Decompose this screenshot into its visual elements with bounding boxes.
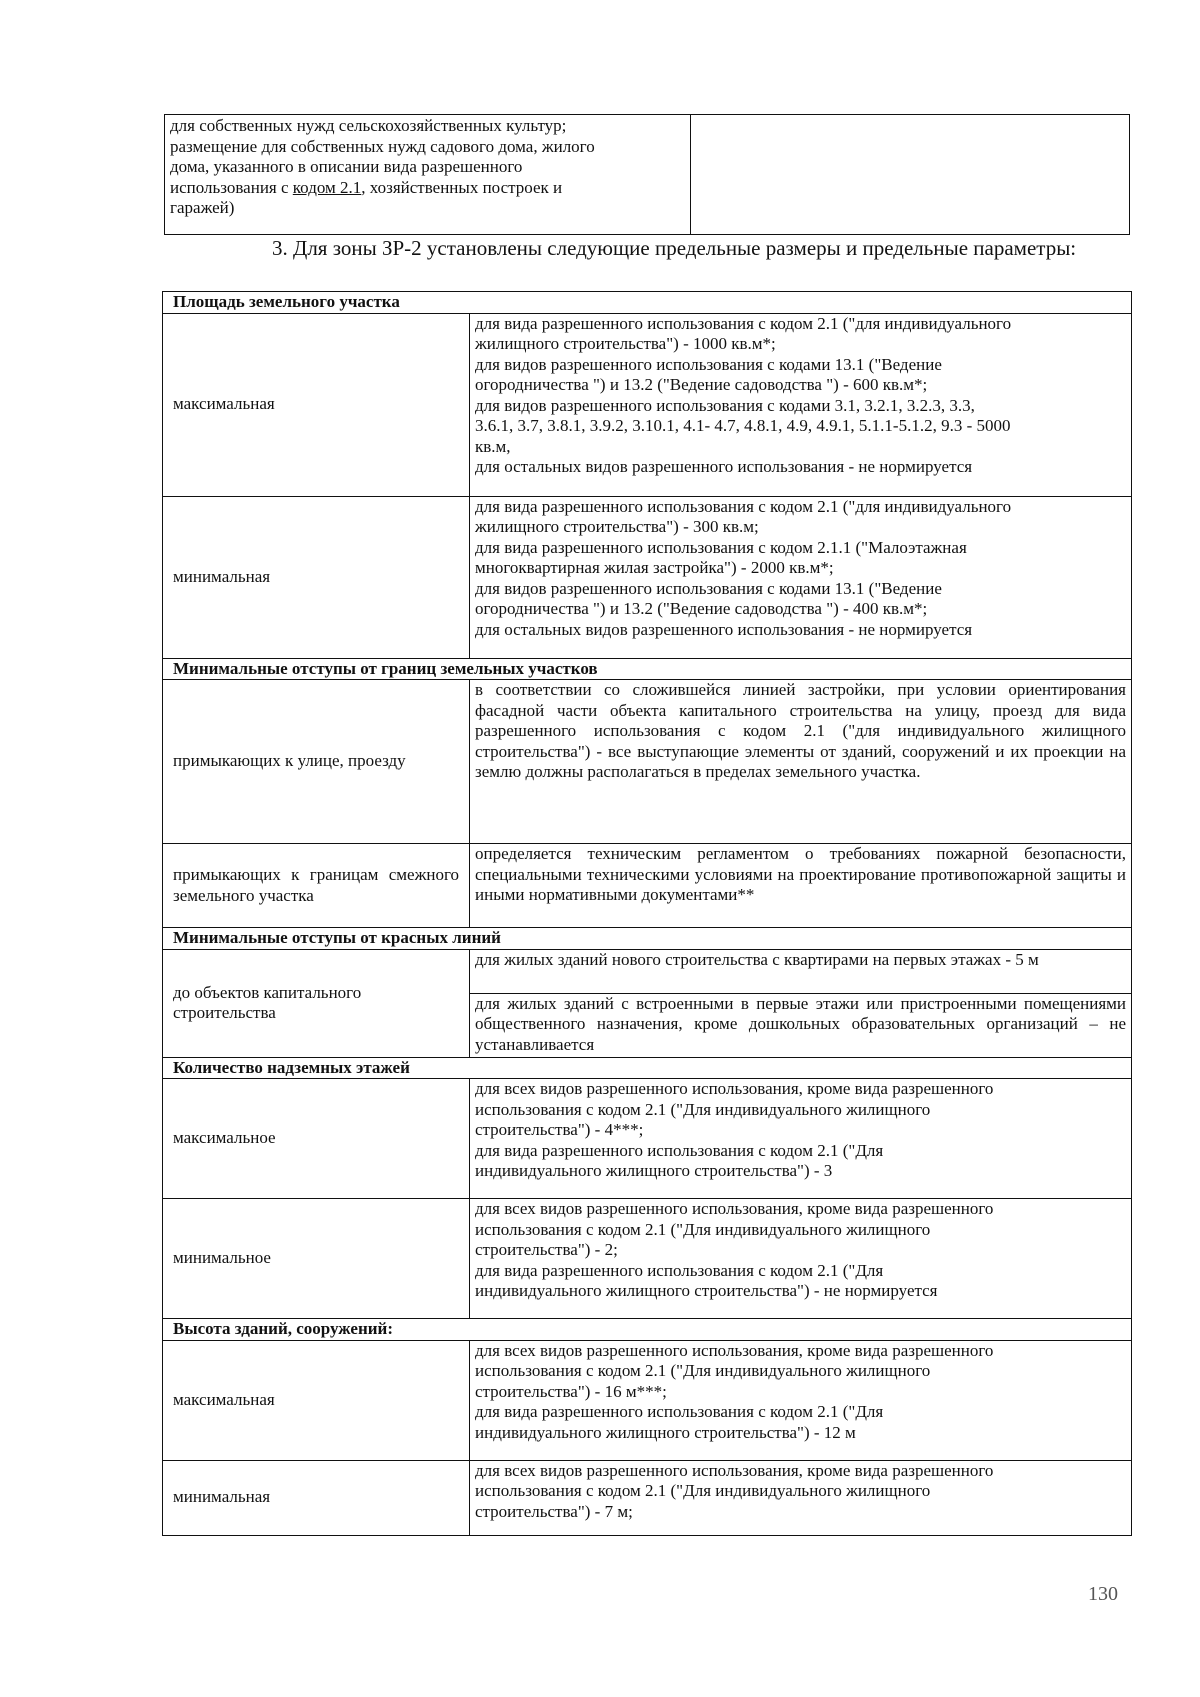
parameter-label: максимальная [163, 1340, 470, 1460]
text-line: для видов разрешенного использования с кодами 3.1, 3.2.1, 3.2.3, 3.3, [475, 395, 975, 415]
section-title: Высота зданий, сооружений: [163, 1319, 1132, 1341]
text-line: индивидуального жилищного строительства") - не нормируется [475, 1281, 938, 1300]
parameter-value: для жилых зданий нового строительства с квартирами на первых этажах - 5 м [470, 949, 1132, 993]
parameter-value: определяется техническим регламентом о требованиях пожарной безопасности, специальными техническими условиями на проектирование противопожарной защиты и иными нормативными документами** [470, 844, 1132, 928]
table-row [163, 496, 1132, 658]
parameters-table [162, 291, 1132, 1536]
text-line: многоквартирная жилая застройка") - 2000 кв.м*; [475, 558, 834, 577]
parameter-value [470, 313, 1132, 496]
section-title: Минимальные отступы от границ земельных участков [163, 658, 1132, 680]
parameter-label: минимальное [163, 1199, 470, 1319]
text-line: жилищного строительства") - 1000 кв.м*; [475, 334, 776, 353]
text-line: для вида разрешенного использования с кодом 2.1.1 ("Малоэтажная [475, 537, 967, 557]
parameter-label: минимальная [163, 1460, 470, 1535]
table-row [163, 1079, 1132, 1199]
section-title: Количество надземных этажей [163, 1057, 1132, 1079]
section-header-row [163, 1057, 1132, 1079]
text-line: использования с кодом 2.1 ("Для индивидуального жилищного [475, 1361, 931, 1380]
text-line: индивидуального жилищного строительства") - 12 м [475, 1422, 856, 1442]
table-row [163, 844, 1132, 928]
parameter-value: в соответствии со сложившейся линией застройки, при условии ориентирования фасадной части объекта капитального строительства на улицу, проезд для вида разрешенного использования с кодом 2.1 ("для индивидуального жилищного строительства") - все выступающие элементы от зданий, сооружений и их проекции на землю должны располагаться в пределах земельного участка. [470, 680, 1132, 844]
section-title: Площадь земельного участка [163, 292, 1132, 314]
table-row [163, 313, 1132, 496]
parameter-value [470, 1460, 1132, 1535]
code-link[interactable]: кодом 2.1 [292, 177, 362, 197]
text-line: использования с кодом 2.1 ("Для индивидуального жилищного [475, 1219, 931, 1239]
parameter-label: примыкающих к границам смежного земельного участка [163, 844, 470, 928]
parameter-value: для жилых зданий с встроенными в первые этажи или пристроенными помещениями общественного назначения, кроме дошкольных образовательных организаций – не устанавливается [470, 993, 1132, 1057]
parameter-value [470, 1340, 1132, 1460]
text-fragment: использования с [170, 177, 293, 197]
text-line: для всех видов разрешенного использования, кроме вида разрешенного [475, 1199, 994, 1218]
table-row [165, 115, 1130, 235]
table-cell-left [165, 115, 691, 235]
parameter-label: примыкающих к улице, проезду [163, 680, 470, 844]
parameter-value [470, 1199, 1132, 1319]
text-line: дома, указанного в описании вида разрешенного [170, 157, 523, 176]
section-title: Минимальные отступы от красных линий [163, 928, 1132, 950]
text-line: строительства") - 2; [475, 1240, 618, 1259]
text-line: для вида разрешенного использования с кодом 2.1 ("Для [475, 1260, 884, 1280]
parameter-label: максимальная [163, 313, 470, 496]
text-line: жилищного строительства") - 300 кв.м; [475, 517, 759, 536]
text-line: 3.6.1, 3.7, 3.8.1, 3.9.2, 3.10.1, 4.1- 4.7, 4.8.1, 4.9, 4.9.1, 5.1.1-5.1.2, 9.3 - 5000 [475, 416, 1011, 435]
table-row [163, 1199, 1132, 1319]
table-row [163, 1460, 1132, 1535]
text-line: индивидуального жилищного строительства") - 3 [475, 1161, 833, 1180]
text-line: для вида разрешенного использования с кодом 2.1 ("Для [475, 1140, 884, 1160]
parameter-label: максимальное [163, 1079, 470, 1199]
parameter-label: минимальная [163, 496, 470, 658]
intro-paragraph: 3. Для зоны ЗР-2 установлены следующие предельные размеры и предельные параметры: [272, 236, 1077, 260]
text-line: для собственных нужд сельскохозяйственных культур; [170, 116, 567, 135]
parameter-label: до объектов капитального строительства [163, 949, 470, 1057]
section-header-row [163, 1319, 1132, 1341]
parameter-value [470, 496, 1132, 658]
section-header-row [163, 292, 1132, 314]
table-row [163, 680, 1132, 844]
table-row [163, 1340, 1132, 1460]
text-line [170, 178, 685, 199]
section-header-row [163, 928, 1132, 950]
continuation-table [164, 114, 1130, 235]
text-line: для остальных видов разрешенного использования - не нормируется [475, 457, 973, 476]
text-line: для всех видов разрешенного использования, кроме вида разрешенного [475, 1340, 994, 1360]
table-cell-right-empty [691, 115, 1130, 235]
text-line: гаражей) [170, 198, 235, 217]
text-line: использования с кодом 2.1 ("Для индивидуального жилищного [475, 1481, 931, 1500]
text-line: для вида разрешенного использования с кодом 2.1 ("Для [475, 1402, 884, 1421]
text-line: размещение для собственных нужд садового дома, жилого [170, 136, 595, 156]
text-line: строительства") - 16 м***; [475, 1381, 667, 1401]
text-line: для видов разрешенного использования с кодами 13.1 ("Ведение [475, 354, 942, 374]
table-row [163, 949, 1132, 993]
text-line: кв.м, [475, 436, 511, 456]
parameter-value [470, 1079, 1132, 1199]
page-number: 130 [1088, 1583, 1118, 1605]
text-line: огородничества ") и 13.2 ("Ведение садоводства ") - 400 кв.м*; [475, 599, 928, 618]
text-line: использования с кодом 2.1 ("Для индивидуального жилищного [475, 1099, 931, 1119]
section-header-row [163, 658, 1132, 680]
text-line: для всех видов разрешенного использования, кроме вида разрешенного [475, 1079, 994, 1098]
text-line: строительства") - 7 м; [475, 1501, 633, 1521]
text-line: строительства") - 4***; [475, 1120, 644, 1139]
text-line: для видов разрешенного использования с кодами 13.1 ("Ведение [475, 578, 942, 598]
text-line: для остальных видов разрешенного использования - не нормируется [475, 619, 973, 639]
text-line: для вида разрешенного использования с кодом 2.1 ("для индивидуального [475, 313, 1012, 333]
text-fragment: , хозяйственных построек и [361, 177, 563, 197]
text-line: для всех видов разрешенного использования, кроме вида разрешенного [475, 1460, 994, 1480]
text-line: для вида разрешенного использования с кодом 2.1 ("для индивидуального [475, 496, 1012, 516]
text-line: огородничества ") и 13.2 ("Ведение садоводства ") - 600 кв.м*; [475, 375, 928, 394]
